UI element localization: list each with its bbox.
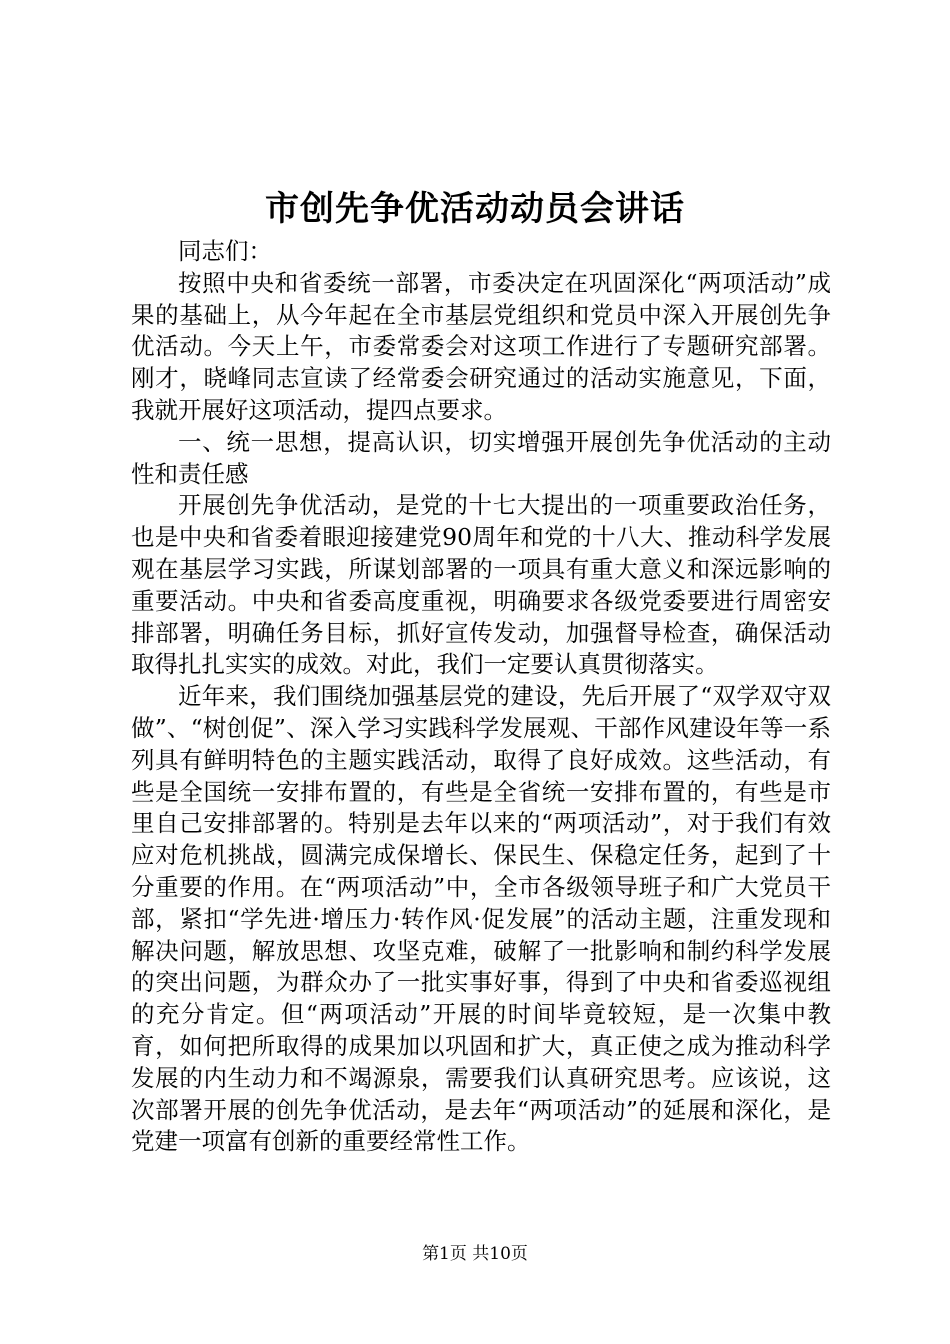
body-paragraph: 按照中央和省委统一部署，市委决定在巩固深化“两项活动”成果的基础上，从今年起在全市基层党组织和党员中深入开展创先争优活动。今天上午，市委常委会对这项工作进行了专题研究部署。刚才，晓峰同志宣读了经常委会研究通过的活动实施意见，下面，我就开展好这项活动，提四点要求。 bbox=[131, 268, 831, 424]
body-paragraph: 开展创先争优活动，是党的十七大提出的一项重要政治任务，也是中央和省委着眼迎接建党90周年和党的十八大、推动科学发展观在基层学习实践，所谋划部署的一项具有重大意义和深远影响的重要活动。中央和省委高度重视，明确要求各级党委要进行周密安排部署，明确任务目标，抓好宣传发动，加强督导检查，确保活动取得扎扎实实的成效。对此，我们一定要认真贯彻落实。 bbox=[131, 491, 831, 679]
document-title: 市创先争优活动动员会讲话 bbox=[265, 189, 685, 229]
section-heading: 一、统一思想，提高认识，切实增强开展创先争优活动的主动性和责任感 bbox=[131, 427, 831, 488]
page-footer: 第1页 共10页 bbox=[422, 1244, 528, 1264]
salutation-paragraph: 同志们： bbox=[178, 237, 272, 265]
body-paragraph: 近年来，我们围绕加强基层党的建设，先后开展了“双学双守双做”、“树创促”、深入学习实践科学发展观、干部作风建设年等一系列具有鲜明特色的主题实践活动，取得了良好成效。这些活动，有些是全国统一安排布置的，有些是全省统一安排布置的，有些是市里自己安排部署的。特别是去年以来的“两项活动”，对于我们有效应对危机挑战，圆满完成保增长、保民生、保稳定任务，起到了十分重要的作用。在“两项活动”中，全市各级领导班子和广大党员干部，紧扣“学先进·增压力·转作风·促发展”的活动主题，注重发现和解决问题，解放思想、攻坚克难，破解了一批影响和制约科学发展的突出问题，为群众办了一批实事好事，得到了中央和省委巡视组的充分肯定。但“两项活动”开展的时间毕竟较短，是一次集中教育，如何把所取得的成果加以巩固和扩大，真正使之成为推动科学发展的内生动力和不竭源泉，需要我们认真研究思考。应该说，这次部署开展的创先争优活动，是去年“两项活动”的延展和深化，是党建一项富有创新的重要经常性工作。 bbox=[131, 682, 831, 1156]
document-body bbox=[131, 236, 831, 1158]
